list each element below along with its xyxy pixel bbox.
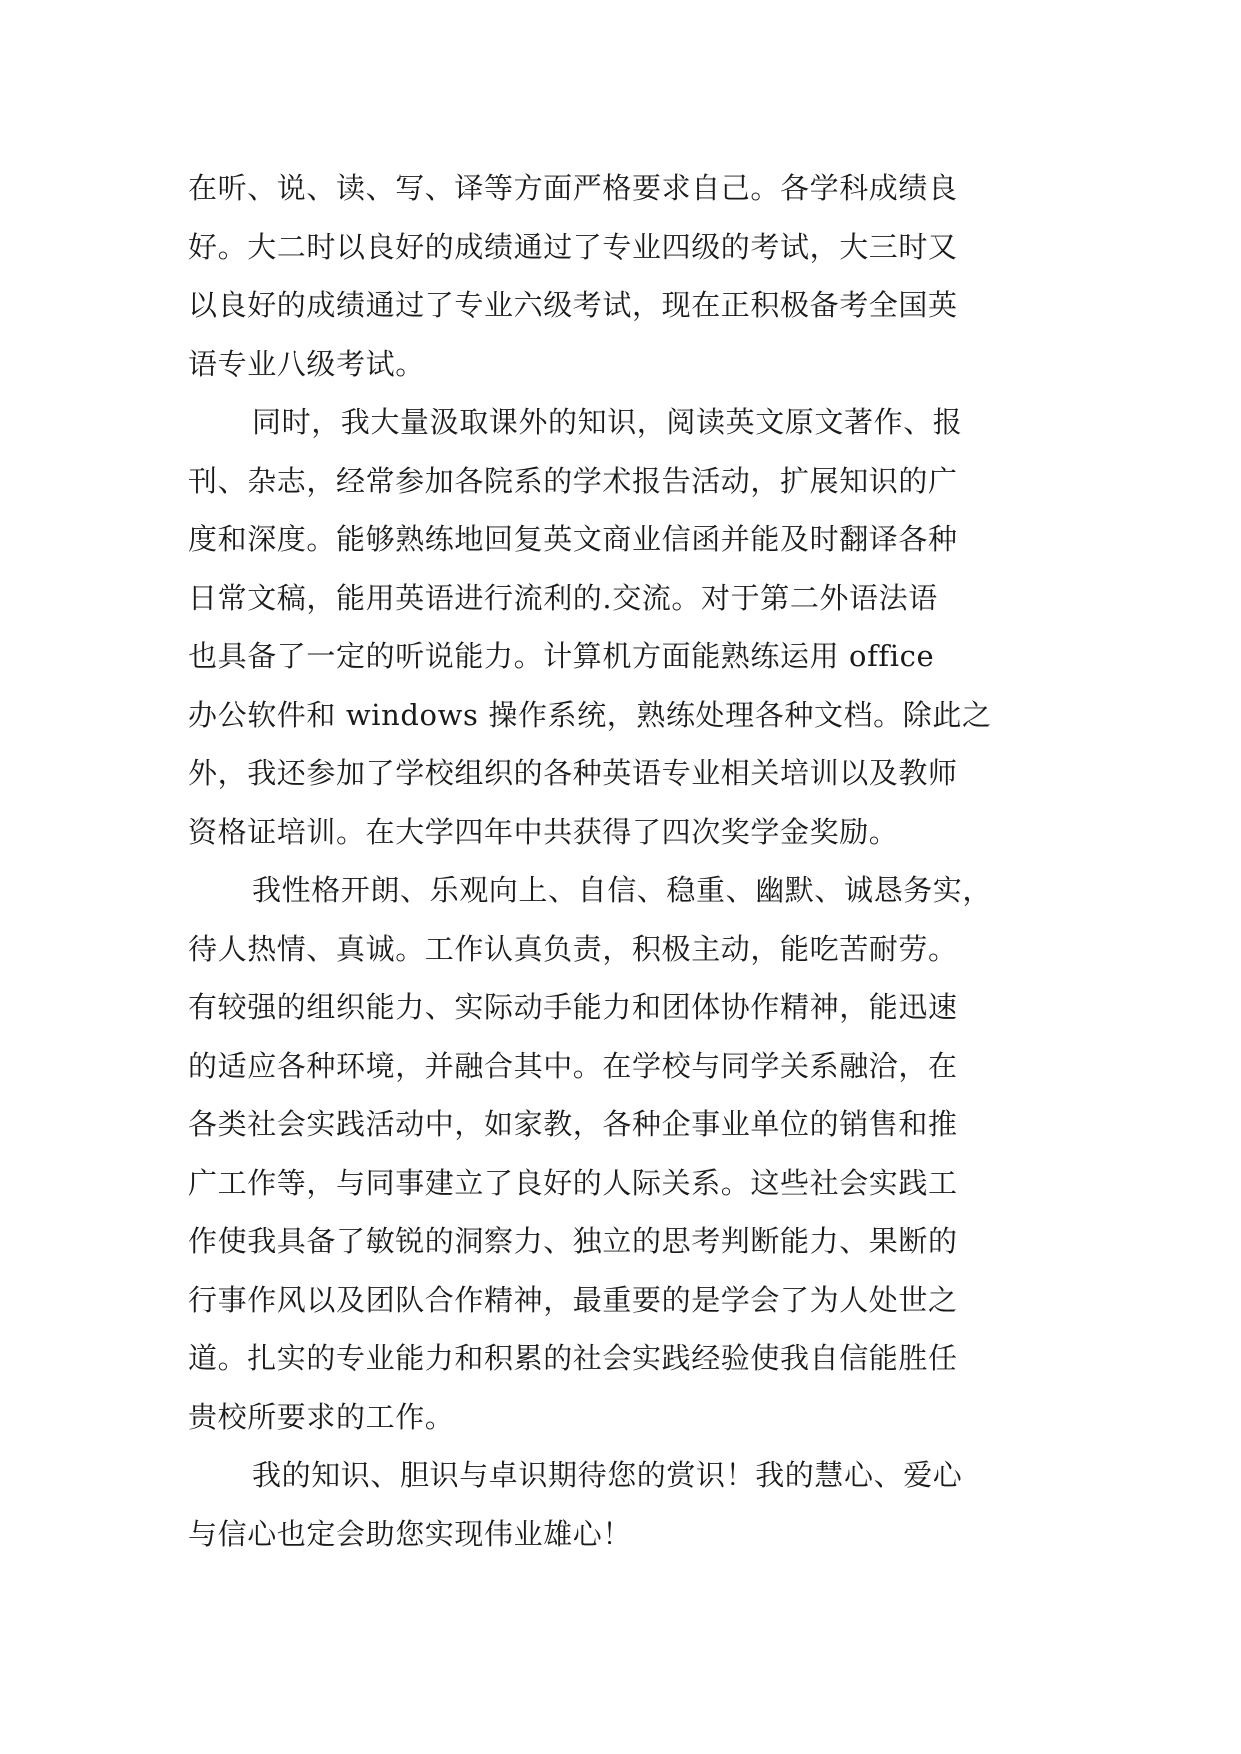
text-line: 道。扎实的专业能力和积累的社会实践经验使我自信能胜任 [188, 1341, 958, 1375]
text-line: 待人热情、真诚。工作认真负责，积极主动，能吃苦耐劳。 [188, 931, 958, 966]
text-line: 办公软件和 windows 操作系统，熟练处理各种文档。除此之 [188, 697, 992, 732]
text-line: 度和深度。能够熟练地回复英文商业信函并能及时翻译各种 [188, 522, 958, 556]
text-line: 好。大二时以良好的成绩通过了专业四级的考试，大三时又 [188, 229, 958, 264]
text-line: 有较强的组织能力、实际动手能力和团体协作精神，能迅速 [188, 990, 958, 1024]
text-line: 语专业八级考试。 [188, 346, 425, 381]
text-line: 刊、杂志，经常参加各院系的学术报告活动，扩展知识的广 [188, 463, 958, 498]
paragraph-first-line: 我的知识、胆识与卓识期待您的赏识！我的慧心、爱心 [252, 1458, 963, 1492]
body-text [188, 159, 1068, 1563]
text-line: 的适应各种环境，并融合其中。在学校与同学关系融洽，在 [188, 1048, 958, 1083]
paragraph-first-line: 同时，我大量汲取课外的知识，阅读英文原文著作、报 [252, 405, 963, 439]
text-line: 各类社会实践活动中，如家教，各种企事业单位的销售和推 [188, 1107, 958, 1141]
text-line: 外，我还参加了学校组织的各种英语专业相关培训以及教师 [188, 756, 958, 790]
paragraph-first-line: 我性格开朗、乐观向上、自信、稳重、幽默、诚恳务实， [252, 873, 993, 907]
text-line: 也具备了一定的听说能力。计算机方面能熟练运用 office [188, 639, 935, 673]
text-line: 作使我具备了敏锐的洞察力、独立的思考判断能力、果断的 [188, 1224, 958, 1258]
text-line: 行事作风以及团队合作精神，最重要的是学会了为人处世之 [188, 1282, 958, 1317]
text-line: 日常文稿，能用英语进行流利的.交流。对于第二外语法语 [188, 580, 938, 615]
text-line: 广工作等，与同事建立了良好的人际关系。这些社会实践工 [188, 1165, 958, 1200]
text-line: 贵校所要求的工作。 [188, 1399, 455, 1434]
text-line: 与信心也定会助您实现伟业雄心！ [188, 1516, 633, 1551]
text-line: 以良好的成绩通过了专业六级考试，现在正积极备考全国英 [188, 288, 958, 322]
text-line: 资格证培训。在大学四年中共获得了四次奖学金奖励。 [188, 814, 899, 849]
text-line: 在听、说、读、写、译等方面严格要求自己。各学科成绩良 [188, 171, 958, 205]
